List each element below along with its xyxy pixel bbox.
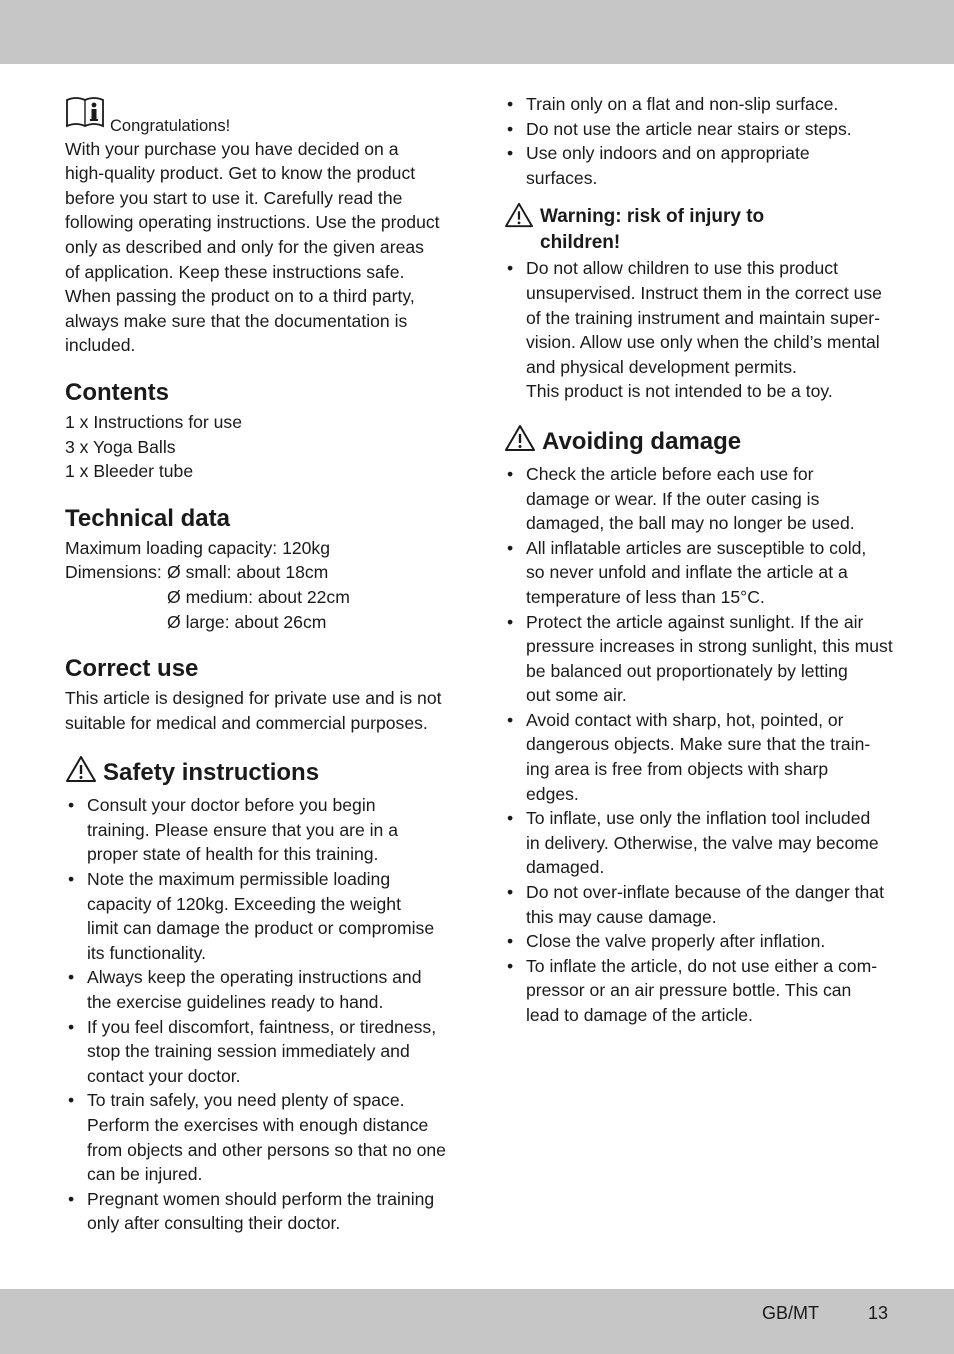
list-item: • Avoid contact with sharp, hot, pointed, or dangerous objects. Make sure that the train- ing area is free from objects with sharp edges.	[504, 708, 894, 806]
list-item: • To inflate, use only the inflation tool included in delivery. Otherwise, the valve may become damaged.	[504, 806, 894, 880]
warning-children-text: Warning: risk of injury to children!	[540, 206, 765, 254]
technical-data-heading: Technical data	[65, 504, 230, 532]
intro-line: following operating instructions. Use the product	[65, 212, 440, 233]
contents-list	[65, 410, 455, 484]
intro-line: included.	[65, 335, 136, 356]
list-item: • To train safely, you need plenty of space. Perform the exercises with enough distance from objects and other persons so that no one can be injured.	[65, 1088, 455, 1186]
list-item: • If you feel discomfort, faintness, or tiredness, stop the training session immediately and contact your doctor.	[65, 1015, 455, 1089]
warning-triangle-icon	[504, 202, 534, 236]
dimensions-row	[65, 610, 455, 635]
technical-data	[65, 536, 455, 634]
dimension-large: Ø large: about 26cm	[167, 611, 327, 632]
correct-use-line: This article is designed for private use and is not	[65, 688, 442, 709]
list-item: • All inflatable articles are susceptible to cold, so never unfold and inflate the article at a temperature of less than 15°C.	[504, 536, 894, 610]
safety-heading-text: Safety instructions	[103, 759, 320, 787]
warning-children-heading	[504, 204, 894, 256]
warning-triangle-icon	[504, 424, 536, 460]
footer-region-code: GB/MT	[762, 1303, 819, 1323]
dimensions-row	[65, 560, 455, 585]
intro-line: always make sure that the documentation is	[65, 310, 408, 331]
list-item: • Pregnant women should perform the training only after consulting their doctor.	[65, 1187, 455, 1236]
capacity-line: Maximum loading capacity: 120kg	[65, 537, 331, 558]
safety-list-continued	[504, 92, 894, 190]
correct-use-heading: Correct use	[65, 655, 199, 683]
safety-instructions-heading	[65, 755, 455, 791]
contents-item: 1 x Bleeder tube	[65, 461, 194, 482]
intro-text	[65, 137, 455, 358]
info-book-icon	[65, 96, 105, 137]
list-item: • Use only indoors and on appropriate surfaces.	[504, 141, 894, 190]
list-item: • Do not allow children to use this product unsupervised. Instruct them in the correct use of the training instrument and maintain super- vision. Allow use only when the child’s mental and physical development permits.	[504, 256, 894, 379]
congratulations-label: Congratulations!	[110, 116, 231, 135]
correct-use-line: suitable for medical and commercial purposes.	[65, 712, 428, 733]
safety-list	[65, 793, 455, 1236]
list-item: • Consult your doctor before you begin training. Please ensure that you are in a proper state of health for this training.	[65, 793, 455, 867]
contents-item: 1 x Instructions for use	[65, 411, 242, 432]
dimension-small: Ø small: about 18cm	[167, 562, 329, 583]
dimension-medium: Ø medium: about 22cm	[167, 586, 350, 607]
list-item: • Note the maximum permissible loading capacity of 120kg. Exceeding the weight limit can damage the product or compromise its functionality.	[65, 867, 455, 965]
intro-line: With your purchase you have decided on a	[65, 138, 399, 159]
intro-line: only as described and only for the given areas	[65, 236, 424, 257]
top-band	[0, 0, 954, 64]
intro-line: before you start to use it. Carefully read the	[65, 187, 403, 208]
list-item: • Do not use the article near stairs or steps.	[504, 117, 894, 142]
intro-header	[65, 96, 455, 137]
intro-line: of application. Keep these instructions safe.	[65, 261, 405, 282]
warning-triangle-icon	[65, 755, 97, 791]
dimensions-label: Dimensions:	[65, 562, 162, 583]
warning-children-list	[504, 256, 894, 379]
list-item: • Do not over-inflate because of the danger that this may cause damage.	[504, 880, 894, 929]
intro-line: high-quality product. Get to know the product	[65, 163, 416, 184]
avoiding-damage-heading	[504, 424, 894, 460]
list-item: • Protect the article against sunlight. If the air pressure increases in strong sunlight, this must be balanced out proportionately by letting out some air.	[504, 610, 894, 708]
list-item: • Check the article before each use for damage or wear. If the outer casing is damaged, the ball may no longer be used.	[504, 462, 894, 536]
list-item: • To inflate the article, do not use either a com- pressor or an air pressure bottle. This can lead to damage of the article.	[504, 954, 894, 1028]
avoiding-damage-text: Avoiding damage	[542, 427, 742, 455]
contents-heading: Contents	[65, 378, 169, 406]
right-column	[504, 92, 894, 1028]
contents-item: 3 x Yoga Balls	[65, 436, 176, 457]
correct-use-text	[65, 686, 455, 735]
page-number: 13	[868, 1303, 889, 1323]
intro-line: When passing the product on to a third party,	[65, 286, 415, 307]
dimensions-row	[65, 585, 455, 610]
left-column	[65, 92, 455, 1236]
toy-note: This product is not intended to be a toy.	[526, 381, 833, 402]
list-item: • Always keep the operating instructions and the exercise guidelines ready to hand.	[65, 965, 455, 1014]
list-item: • Close the valve properly after inflation.	[504, 929, 894, 954]
list-item: • Train only on a flat and non-slip surface.	[504, 92, 894, 117]
avoiding-damage-list	[504, 462, 894, 1028]
